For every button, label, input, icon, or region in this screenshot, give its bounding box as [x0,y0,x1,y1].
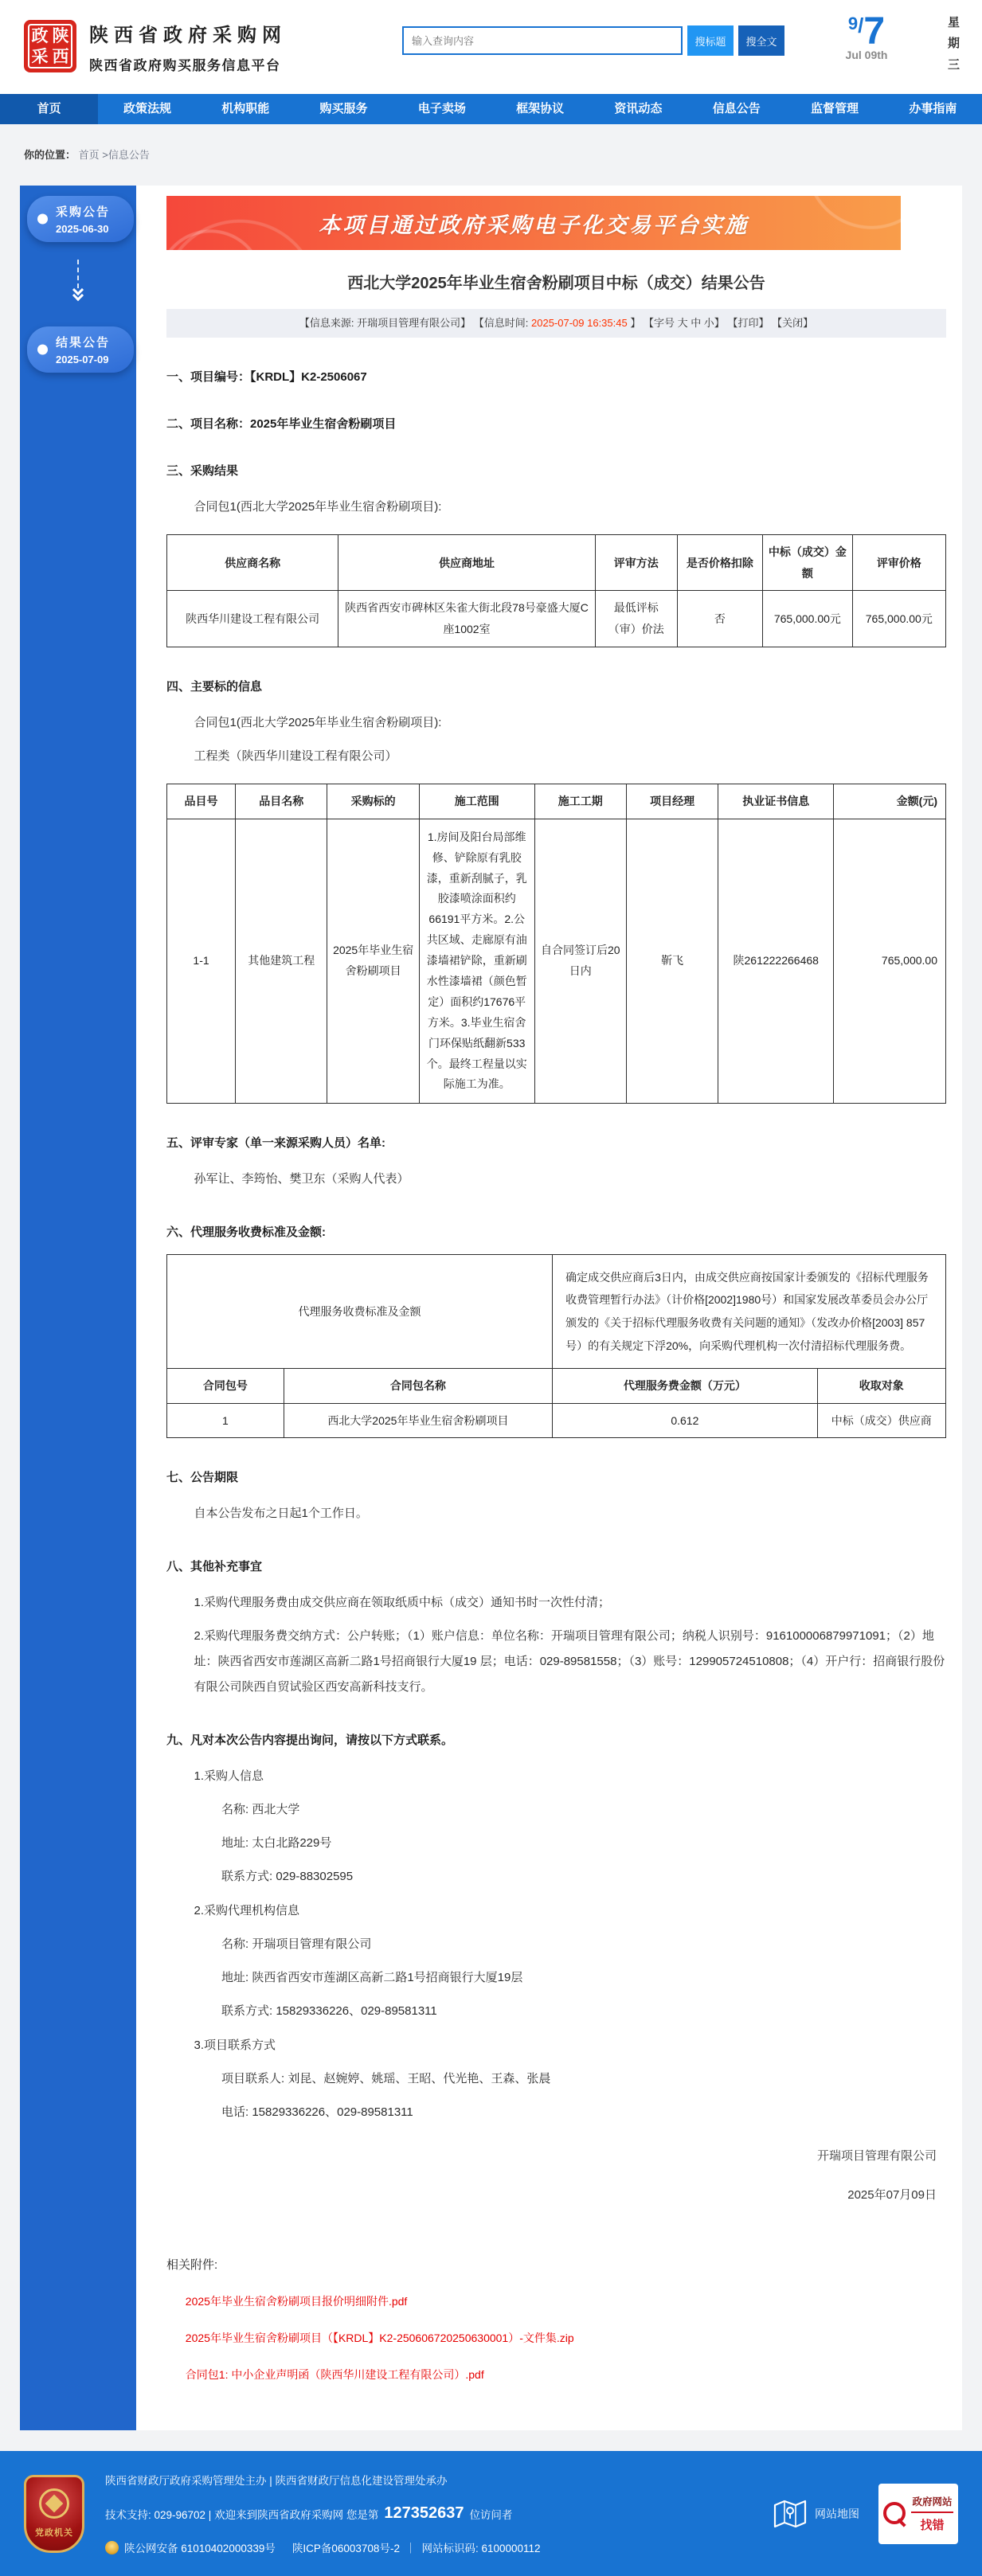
breadcrumb-separator: > [102,149,108,161]
section-5-experts: 五、评审专家（单一来源采购人员）名单: [166,1136,385,1151]
agency-fee-table [166,1254,946,1439]
gov-site-error-report-badge[interactable] [878,2484,958,2544]
sitemap-button[interactable] [773,2499,859,2529]
attachments-label: 相关附件: [166,2258,218,2273]
table-header-cell: 供应商名称 [167,535,338,591]
table-header-cell: 合同包号 [167,1369,284,1404]
breadcrumb [0,124,982,162]
search-input[interactable] [402,26,683,55]
section-3-procurement-result: 三、采购结果 [166,464,239,478]
meta-source: 【信息来源: 开瑞项目管理有限公司】 [299,317,471,329]
table-header-cell: 品目号 [167,784,236,819]
section-1-project-number: 一、项目编号：【KRDL】K2-2506067 [166,370,367,384]
nav-item[interactable]: 首页 [0,94,98,124]
table-cell: 陕西华川建设工程有限公司 [167,591,338,647]
project-contact-label: 3.项目联系方式 [194,2038,276,2052]
nav-item[interactable]: 电子卖场 [417,102,466,115]
section-6-agency-fee: 六、代理服务收费标准及金额: [166,1225,326,1239]
err-badge-line2: 找错 [920,2519,945,2533]
announcement-body [136,186,962,2430]
table-header-cell: 采购标的 [327,784,419,819]
table-header-cell: 项目经理 [626,784,718,819]
table-cell: 1-1 [167,819,236,1104]
table-row [167,819,946,1104]
experts-list: 孙军让、李筠怡、樊卫东（采购人代表） [194,1172,409,1186]
font-size-control[interactable]: 【字号 大 中 小】 [643,317,725,329]
supplier-result-table [166,534,946,647]
nav-item[interactable]: 办事指南 [909,102,957,115]
search-fulltext-button[interactable]: 搜全文 [738,25,784,56]
table-cell: 西北大学2025年毕业生宿舍粉刷项目 [284,1403,552,1438]
table-cell: 中标（成交）供应商 [817,1403,945,1438]
table-header-cell: 施工工期 [534,784,626,819]
table-header-cell: 评审方法 [595,535,677,591]
emblem-label: 党政机关 [35,2528,73,2539]
table-cell: 陕261222266468 [718,819,834,1104]
timeline-step-result-notice[interactable] [27,326,134,373]
breadcrumb-label: 你的位置： [24,149,76,161]
package-line: 合同包1(西北大学2025年毕业生宿舍粉刷项目): [194,715,442,729]
section-7-notice-period: 七、公告期限 [166,1471,239,1485]
site-title: 陕西省政府采购网 [89,25,287,46]
other-matters-p1: 1.采购代理服务费由成交供应商在领取纸质中标（成交）通知书时一次性付清； [194,1595,611,1609]
footer-beian-line [105,2539,753,2555]
section-9-contact: 九、凡对本次公告内容提出询问，请按以下方式联系。 [166,1733,454,1747]
print-button[interactable]: 【打印】 [727,317,769,329]
nav-item[interactable]: 购买服务 [319,102,368,115]
footer-divider: ｜ [405,2543,417,2555]
breadcrumb-current[interactable]: 信息公告 [108,149,150,161]
table-header-cell: 金额(元) [834,784,946,819]
table-header-cell: 评审价格 [852,535,945,591]
attachment-link[interactable]: 2025年毕业生宿舍粉刷项目（【KRDL】K2-250606720250630001）-文件集.zip [185,2332,574,2345]
attachments-section [166,2256,946,2383]
table-header-cell: 收取对象 [817,1369,945,1404]
table-cell: 1.房间及阳台局部维修、铲除原有乳胶漆，重新刮腻子，乳胶漆喷涂面积约66191平方米。2.公共区域、走廊原有油漆墙裙铲除，重新刷水性漆墙裙（颜色暂定）面积约17676平方米。3.毕业生宿舍门环保贴纸翻新533个。最终工程量以实际施工为准。 [419,819,534,1104]
step-dot-icon [37,345,48,355]
site-code: 网站标识码: 6100000112 [421,2543,541,2555]
table-cell: 自合同签订后20日内 [534,819,626,1104]
meta-time: 【信息时间: 2025-07-09 16:35:45 】 [473,317,641,329]
site-subtitle: 陕西省政府购买服务信息平台 [89,58,281,73]
table-cell: 靳飞 [626,819,718,1104]
beian-police-link[interactable]: 陕公网安备 61010402000339号 [124,2543,276,2555]
agency-contact: 联系方式: 15829336226、029-89581311 [221,2004,437,2019]
other-matters-p2: 2.采购代理服务费交纳方式：公户转账；（1）账户信息：单位名称：开瑞项目管理有限公司；纳税人识别号：916100006879971091；（2）地址：陕西省西安市莲湖区高新二路1号招商银行大厦19 层；电话：029-89581558；（3）账号：129905724510808；（4）开户行：招商银行股份有限公司陕西自贸试验区西安高新科技支行。 [194,1628,945,1695]
main-nav [0,94,982,124]
date-english: Jul 09th [845,49,888,61]
table-cell: 否 [677,591,763,647]
magnifier-icon [883,2502,907,2526]
subject-detail-table [166,784,946,1104]
logo-characters [28,24,72,68]
table-cell: 陕西省西安市碑林区朱雀大街北段78号豪盛大厦C座1002室 [338,591,596,647]
signature-date: 2025年07月09日 [847,2188,937,2203]
logo-char: 政 [31,26,49,45]
logo-char: 陕 [52,26,69,45]
project-phone: 电话: 15829336226、029-89581311 [221,2105,413,2120]
table-header-cell: 品目名称 [236,784,327,819]
table-cell: 其他建筑工程 [236,819,327,1104]
timeline-step-purchase-notice[interactable] [27,196,134,242]
banner-text: 本项目通过政府采购电子化交易平台实施 [319,213,749,237]
emblem-star-icon [39,2488,69,2519]
nav-item[interactable]: 资讯动态 [614,102,663,115]
table-header-cell: 中标（成交）金额 [763,535,852,591]
table-row [167,591,946,647]
table-row [167,1403,946,1438]
purchaser-info-label: 1.采购人信息 [194,1769,264,1783]
section-8-other-matters: 八、其他补充事宜 [166,1559,263,1573]
project-contacts: 项目联系人: 刘昆、赵婉婷、姚瑶、王昭、代光艳、王森、张晨 [221,2071,551,2085]
fee-standard-desc-cell: 确定成交供应商后3日内，由成交供应商按国家计委颁发的《招标代理服务收费管理暂行办法》（计价格[2002]1980号）和国家发展改革委员会办公厅颁发的《关于招标代理服务收费有关问题的通知》（发改办价格[2003] 857号）的有关规定下浮20%，向采购代理机构一次付清招标代理服务费。 [553,1254,946,1369]
section-4-main-subject-info: 四、主要标的信息 [166,679,263,694]
table-cell: 最低评标（审）价法 [595,591,677,647]
site-header [0,0,982,94]
table-cell: 765,000.00元 [763,591,852,647]
package-line: 合同包1(西北大学2025年毕业生宿舍粉刷项目): [194,500,442,514]
table-header-cell: 代理服务费金额（万元） [553,1369,818,1404]
table-header-cell: 合同包名称 [284,1369,552,1404]
table-row [167,1254,946,1369]
beian-icp-link[interactable]: 陕ICP备06003708号-2 [291,2543,400,2555]
table-header-cell: 是否价格扣除 [677,535,763,591]
nav-item[interactable]: 机构职能 [221,102,270,115]
section-2-project-name: 二、项目名称：2025年毕业生宿舍粉刷项目 [166,417,397,431]
search-area [402,25,784,56]
footer-support-line: 技术支持: 029-96702 | 欢迎来到陕西省政府采购网 您是第 127352637 位访问者 [105,2504,513,2523]
nav-item[interactable]: 政策法规 [123,102,171,115]
police-badge-icon [105,2541,119,2555]
announcement-title: 西北大学2025年毕业生宿舍粉刷项目中标（成交）结果公告 [347,275,765,292]
fee-standard-label-cell: 代理服务收费标准及金额 [167,1254,553,1369]
footer-right-block [773,2484,958,2544]
footer-text-block [105,2472,753,2555]
table-header-cell: 执业证书信息 [718,784,834,819]
attachment-link[interactable]: 2025年毕业生宿舍粉刷项目报价明细附件.pdf [185,2295,408,2308]
step-title: 采购公告 [56,205,111,219]
err-badge-line1: 政府网站 [911,2494,953,2513]
table-cell: 0.612 [553,1403,818,1438]
agency-info-label: 2.采购代理机构信息 [194,1903,300,1917]
purchaser-address: 地址: 太白北路229号 [221,1836,332,1851]
table-header-cell: 供应商地址 [338,535,596,591]
category-line: 工程类（陕西华川建设工程有限公司） [194,749,397,763]
weekday-label: 星期三 [948,16,960,72]
nav-item[interactable]: 监督管理 [811,102,859,115]
sitemap-map-icon [773,2499,807,2529]
platform-banner [166,196,901,250]
logo-char: 采 [31,47,49,66]
meta-bar [166,309,946,338]
attachments-list [166,2293,946,2383]
site-logo-icon [24,20,76,72]
nav-item[interactable]: 框架协议 [516,102,565,115]
purchaser-contact: 联系方式: 029-88302595 [221,1870,354,1884]
timeline-sidebar [20,186,136,2430]
nav-item[interactable]: 信息公告 [712,102,761,115]
purchaser-name: 名称: 西北大学 [221,1802,300,1816]
visitor-counter: 127352637 [384,2504,464,2523]
date-widget [827,10,906,61]
site-footer [0,2451,982,2576]
agency-address: 地址: 陕西省西安市莲湖区高新二路1号招商银行大厦19层 [221,1971,523,1985]
sitemap-label: 网站地图 [815,2507,859,2520]
table-cell: 765,000.00元 [852,591,945,647]
content-card [20,186,962,2430]
footer-organizer-line: 陕西省财政厅政府采购管理处主办 | 陕西省财政厅信息化建设管理处承办 [105,2475,448,2488]
meta-time-value: 2025-07-09 16:35:45 [531,317,628,329]
notice-period-content: 自本公告发布之日起1个工作日。 [194,1507,368,1521]
breadcrumb-home[interactable]: 首页 [78,149,100,161]
search-title-button[interactable]: 搜标题 [687,25,734,56]
close-button[interactable]: 【关闭】 [772,317,814,329]
table-cell: 1 [167,1403,284,1438]
party-government-emblem-icon [24,2475,84,2553]
step-dot-icon [37,214,48,225]
logo-char: 西 [52,47,69,66]
table-cell: 765,000.00 [834,819,946,1104]
agency-name: 名称: 开瑞项目管理有限公司 [221,1937,372,1951]
step-date: 2025-06-30 [56,223,109,235]
step-date: 2025-07-09 [56,354,109,365]
date-numbers: 9/7 [847,10,886,53]
table-cell: 2025年毕业生宿舍粉刷项目 [327,819,419,1104]
flow-arrow-down-icon [72,260,84,311]
attachment-link[interactable]: 合同包1: 中小企业声明函（陕西华川建设工程有限公司）.pdf [185,2368,484,2382]
step-title: 结果公告 [56,336,111,350]
signature-company: 开瑞项目管理有限公司 [816,2149,937,2164]
table-header-cell: 施工范围 [419,784,534,819]
